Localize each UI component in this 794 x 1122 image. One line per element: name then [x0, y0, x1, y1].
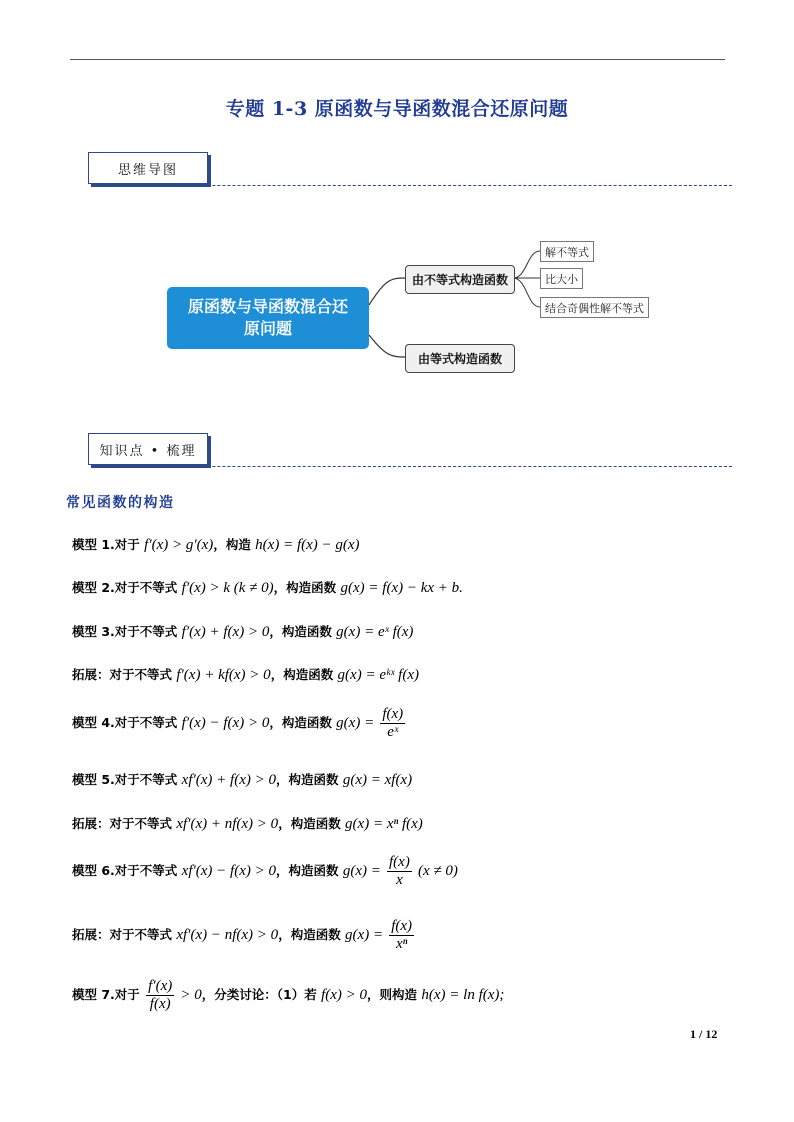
model-line: 拓展：对于不等式 xf′(x) − nf(x) > 0，构造函数 g(x) = $\frac{f(x)}{\text{xⁿ}}$: [72, 918, 413, 952]
fraction: $\frac{f(x)}{\text{eˣ}}$: [382, 706, 404, 740]
fraction: $\frac{f(x)}{\text{xⁿ}}$: [391, 918, 413, 952]
page-number: 1 / 12: [690, 1027, 718, 1041]
mindmap-branch-equation: 由等式构造函数: [405, 344, 515, 373]
subheading: 常见函数的构造: [66, 495, 175, 511]
section-label-mindmap: 思维导图: [88, 152, 208, 184]
mindmap-root: 原函数与导函数混合还原问题: [167, 287, 369, 349]
model-line: 模型 3.对于不等式 f′(x) + f(x) > 0，构造函数 g(x) = eˣ f(x): [72, 624, 414, 640]
model-line: 模型 7.对于 $\frac{f'(x)}{f(x)}$ > 0，分类讨论：（1）若 f(x) > 0，则构造 h(x) = ln f(x);: [72, 978, 505, 1012]
model-line: 模型 6.对于不等式 xf′(x) − f(x) > 0，构造函数 g(x) = $\frac{f(x)}{x}$ (x ≠ 0): [72, 854, 458, 888]
section-label-knowledge: 知识点 • 梳理: [88, 433, 208, 465]
fraction: $\frac{f(x)}{x}$: [389, 854, 410, 888]
model-line: 拓展：对于不等式 xf′(x) + nf(x) > 0，构造函数 g(x) = xⁿ f(x): [72, 816, 423, 832]
model-line: 模型 4.对于不等式 f′(x) − f(x) > 0，构造函数 g(x) = $\frac{f(x)}{\text{eˣ}}$: [72, 706, 404, 740]
page-title: 专题 1-3 原函数与导函数混合还原问题: [225, 98, 569, 120]
mindmap-leaf-solve: 解不等式: [540, 241, 594, 262]
model-line: 模型 2.对于不等式 f′(x) > k (k ≠ 0)，构造函数 g(x) = f(x) − kx + b.: [72, 580, 463, 596]
section-divider: [92, 466, 732, 467]
header-rule: [70, 59, 725, 60]
mindmap-branch-inequality: 由不等式构造函数: [405, 265, 515, 294]
mindmap-leaf-parity: 结合奇偶性解不等式: [540, 297, 649, 318]
model-line: 模型 1.对于 f′(x) > g′(x)，构造 h(x) = f(x) − g(x): [72, 537, 360, 553]
model-line: 模型 5.对于不等式 xf′(x) + f(x) > 0，构造函数 g(x) = xf(x): [72, 772, 413, 788]
model-line: 拓展：对于不等式 f′(x) + kf(x) > 0，构造函数 g(x) = eᵏˣ f(x): [72, 667, 419, 683]
mindmap-leaf-compare: 比大小: [540, 268, 583, 289]
fraction: $\frac{f'(x)}{f(x)}$: [148, 978, 173, 1012]
section-divider: [92, 185, 732, 186]
